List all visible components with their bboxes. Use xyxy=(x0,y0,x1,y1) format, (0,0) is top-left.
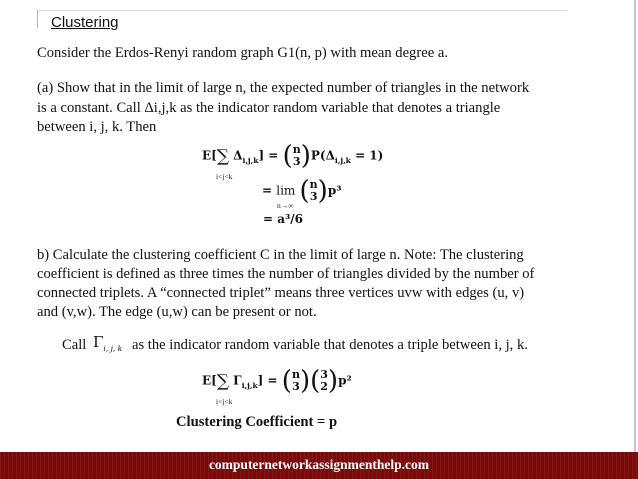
gamma-symbol: Γ xyxy=(93,333,104,351)
eq4-binom1-top: n xyxy=(291,368,300,381)
title-rule-left xyxy=(37,10,38,28)
eq4-bracket-equals: ] = xyxy=(257,373,278,388)
eq2-binom-top: n xyxy=(309,178,318,191)
intro-text: Consider the Erdos-Renyi random graph G1(n, p) with mean degree a. xyxy=(37,45,448,61)
part-b-line-4: and (v,w). The edge (u,w) can be present or not. xyxy=(37,304,317,320)
call-prefix: Call xyxy=(62,337,87,353)
title-rule-top xyxy=(37,10,567,11)
eq2-limit-under: n→∞ xyxy=(277,201,294,210)
eq1-probability-subscript: i,j,k xyxy=(334,155,351,165)
eq1-binom-top: n xyxy=(292,143,301,156)
eq2-equals: = xyxy=(262,183,273,198)
part-b-line-3: connected triplets. A “connected triplet” means three vertices uvw with edges (u, v) xyxy=(37,285,525,301)
equation-expected-triples xyxy=(202,368,352,394)
call-suffix: as the indicator random variable that denotes a triple between i, j, k. xyxy=(132,337,528,353)
eq1-delta-subscript: i,j,k xyxy=(242,155,259,165)
eq4-binomial-1: ( n 3 ) xyxy=(281,366,311,396)
eq4-sum-symbol: ∑ xyxy=(216,371,229,392)
eq4-gamma-subscript: i,j,k xyxy=(241,380,258,390)
eq1-sum-symbol: ∑ xyxy=(216,146,229,167)
slide-title: Clustering xyxy=(51,14,119,31)
eq4-binom2-bottom: 2 xyxy=(320,380,328,393)
eq4-binomial-2: ( 3 2 ) xyxy=(310,366,339,396)
eq1-expectation: E[ xyxy=(202,148,217,163)
equation-limit xyxy=(262,178,341,204)
equation-expected-triangles xyxy=(202,143,383,169)
eq1-probability-end: = 1) xyxy=(355,148,384,163)
eq4-binom1-bottom: 3 xyxy=(292,380,300,393)
eq1-binomial: ( n 3 ) xyxy=(282,141,311,171)
eq1-probability: P(Δ xyxy=(310,148,335,163)
part-a-line-1: (a) Show that in the limit of large n, the expected number of triangles in the network xyxy=(37,80,530,96)
eq4-p-squared: p² xyxy=(338,373,352,388)
clustering-coefficient-result: Clustering Coefficient = p xyxy=(176,414,338,430)
eq1-sum-range: i<j<k xyxy=(216,172,233,181)
gamma-subscript: i, j, k xyxy=(103,344,123,353)
eq1-delta: Δ xyxy=(233,148,243,163)
part-a-line-2: is a constant. Call Δi,j,k as the indicator random variable that denotes a triangle xyxy=(37,100,501,116)
eq2-p-cubed: p³ xyxy=(327,183,342,198)
eq1-binom-bottom: 3 xyxy=(292,155,301,168)
eq2-binomial: ( n 3 ) xyxy=(299,176,328,206)
part-a-line-3: between i, j, k. Then xyxy=(37,119,157,135)
eq2-binom-bottom: 3 xyxy=(309,190,318,203)
gamma-symbol-inline xyxy=(93,333,122,353)
eq1-bracket-equals: ] = xyxy=(258,148,279,163)
equation-result-a: = a³/6 xyxy=(263,212,303,226)
footer-website-link[interactable]: computernetworkassignmenthelp.com xyxy=(208,457,430,472)
eq4-expectation: E[ xyxy=(202,373,217,388)
eq2-lim: lim xyxy=(276,183,296,198)
eq4-binom2-top: 3 xyxy=(320,368,328,381)
part-b-line-2: coefficient is defined as three times the number of triangles divided by the number of xyxy=(37,266,535,282)
eq4-sum-range: i<j<k xyxy=(216,397,233,406)
eq4-gamma: Γ xyxy=(233,373,242,388)
part-b-line-1: b) Calculate the clustering coefficient C in the limit of large n. Note: The clustering xyxy=(37,247,524,263)
